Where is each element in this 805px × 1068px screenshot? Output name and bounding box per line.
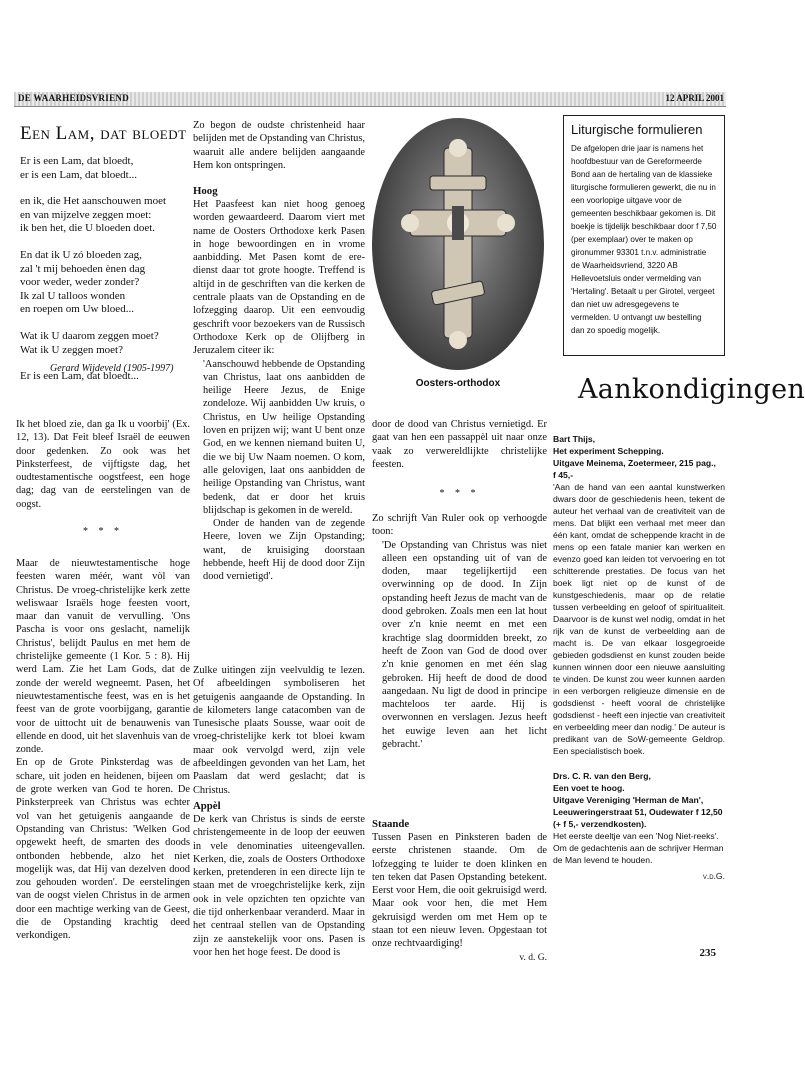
poem-line: Er is een Lam, dat bloedt... [20, 370, 139, 383]
poet-credit: Gerard Wijdeveld (1905-1997) [50, 363, 174, 374]
box-title: Liturgische formulieren [571, 122, 703, 137]
book-publisher: Uitgave Meinema, Zoetermeer, 215 pag., [553, 458, 716, 468]
book-author: Bart Thijs, [553, 434, 596, 444]
subheading-staande: Staande [372, 818, 410, 830]
book-title: Het experiment Schepping. [553, 446, 664, 456]
paragraph: Tussen Pasen en Pinksteren baden de eerste christenen staande. Om de lofzegging te luider te doen klinken en ten teken dat Pasen Opstanding betekent. Eerst voor Hem, die ooit gekruisigd werd. Maar ook voor hen, die met Hem gekruisigd werden om met Hem op te staan tot een nieuw leven. Opgestaan tot onze rechtvaardiging! [372, 832, 547, 950]
paragraph: Het Paasfeest kan niet hoog genoeg worden gewaardeerd. Daarom viert met name de Oosters Orthodoxe kerk Pasen in hoge bewoordingen en in vrome aanbidding. Met Pasen komt de ere-dienst daar tot grote hoogte. Treffend is altijd in de geschriften van die kerken de centrale plaats van de Opstanding en de lofzegging daarop. Uit een eenvoudig geschrift voor bezoekers van de Russisch Orthodoxe Kerk op de Olijfberg in Jeruzalem citeer ik: [193, 199, 365, 357]
column-2-hoog [193, 198, 365, 584]
announcement-signature: v.d.G. [702, 871, 725, 881]
masthead: DE WAARHEIDSVRIEND [18, 93, 130, 103]
quotation: Onder de handen van de zegende Heere, loven we Zijn Opstanding; want, de kruisiging doorstaan hebbende, heeft Hij de dood door Zijn dood vernietigd'. [203, 518, 365, 583]
poem-line: er is een Lam, dat bloedt... [20, 168, 137, 181]
poem-line: Er is een Lam, dat bloedt, [20, 155, 134, 167]
column-3-staande [372, 831, 547, 965]
photo-caption: Oosters-orthodox [415, 378, 501, 389]
poem-line: zal 't mij behoeden ènen dag [20, 262, 146, 275]
column-3-body [372, 512, 547, 751]
poem-line: Wat ik U daarom zeggen moet? [20, 329, 159, 342]
poem-line: Wat ik U zeggen moet? [20, 343, 123, 356]
poem [20, 155, 190, 397]
poem-line: en ik, die Het aanschouwen moet [20, 195, 167, 208]
poem-stanza [20, 195, 190, 236]
subheading-hoog: Hoog [193, 185, 218, 197]
poem-line: voor weder, weder zonder? [20, 276, 140, 289]
poem-line: Ik zal U talloos wonden [20, 289, 126, 302]
quotation: 'Aanschouwd hebbende de Opstanding van Christus, laat ons aanbidden de heilige Heere Jezus, de Enige zondeloze. Wij aanbidden Uw kruis, o Christus, en Uw heilige Opstanding loven en prijzen wij; want U bent onze God, en we kennen niemand buiten U, die we bij Uw Naam noemen. O kom, alle gelovigen, laat ons aanbidden de heilige Opstanding van Christus, want bedenk, dat er door het kruis blijdschap is gekomen in de wereld. [203, 358, 365, 516]
column-2-intro [193, 119, 365, 172]
page-number: 235 [699, 947, 716, 959]
paragraph: Ik het bloed zie, dan ga Ik u voorbij' (Ex. 12, 13). Dat Feit bleef Israël de eeuwen door gedenken. Zo ook was het Pinksterfeest, de vijftigste dag, het oudtestamentische oogstfeest, een hoge dag; dag van de eerstelingen van de oogst. [16, 419, 190, 510]
paragraph: En op de Grote Pinksterdag was de schare, uit joden en heidenen, bijeen om de grote werken van God te horen. De Pinksterpreek van Christus was echter vol van het getuigenis aangaande de Opstanding van Christus: 'Welken God opgewekt heeft, de smarten des doods ontbonden hebbende, alzo het niet mogelijk was, dat Hij van dezelven dood zou gehouden worden'. De eerstelingen van de oogst vielen Christus in de armen door een machtige werking van de Geest, die de Opstanding krachtig deed verkondigen. [16, 757, 190, 942]
issue-date: 12 APRIL 2001 [665, 93, 724, 103]
announcement-item [553, 433, 725, 757]
liturgy-notice-box [563, 115, 725, 356]
book-publisher: Uitgave Vereniging 'Herman de Man', Leeuweringerstraat 51, Oudewater f 12,50 (+ f 5,- verzendkosten). [553, 795, 723, 829]
book-description: 'Aan de hand van een aantal kunstwerken dwars door de geschiedenis heen, tekent de auteur het verhaal van de creativiteit van de mens. Dat blijkt een verhaal met meer dan één kant, omdat de scheppende kracht in de mens op een fatale manier kan werken en evenzo goed kan leiden tot vervoering en tot schitterende prestaties. De focus van het boek ligt niet op de kunst of de kunstgeschiedenis, maar op de relatie tussen verbeelding en geloof of spiritualiteit. Daarvoor is de kunst wel nodig, omdat in het rijk van de kunst de verbeelding aan de macht is. De van elkaar losgegroeide gebieden godsdienst en kunst zouden beide kunnen winnen door een nieuwe aansluiting te vinden. De kunst zou weer kunnen aarden in een verborgen religieuze dimensie en de godsdienst - heeft vooral de christelijke godsdienst - heeft een injectie van creativiteit en verbeelding meer dan nodig.' De auteur is predikant van de SoW-gemeente Geldrop. Een specialistisch boek. [553, 482, 725, 756]
book-price: f 45,- [553, 470, 574, 480]
paragraph: door de dood van Christus vernietigd. Er gaat van hen een passappèl uit naar onze vaak zo verwereldlijkte christelijke feesten. [372, 419, 547, 470]
poem-stanza [20, 330, 190, 357]
poem-line: En dat ik U zó bloeden zag, [20, 248, 142, 261]
quotation: 'De Opstanding van Christus was niet alleen een opstanding uit of van de doden, maar tegelijkertijd een overwinning op de dood. In Zijn opstanding heeft Jezus de macht van de dood gebroken. Zoals men een lat hout over z'n knie neemt en met een krachtige slag doormidden breekt, zo heeft de Zoon van God de dood over z'n knie genomen en met één slag gebroken. Hij heeft de dood de dood aangedaan. Nu ligt de dood in principe machteloos ter aarde. Hij is overwonnen en verslagen. Jezus heeft het euwige leven aan het licht gebracht.' [382, 539, 547, 751]
book-title: Een voet te hoog. [553, 783, 625, 793]
book-description: Het eerste deeltje van een 'Nog Niet-reeks'. Om de gedachtenis aan de schrijver Herman de Man levend te houden. [553, 831, 724, 865]
paragraph: Zulke uitingen zijn veelvuldig te lezen. Of afbeeldingen symboliseren het getuigenis aangaande de Opstanding. In de kilometers lange catacomben van de Tunesische plaats Sousse, waar ooit de vroeg-christelijke kerk tot bloei kwam maar ook vervolgd werd, zijn vele afbeeldingen gevonden van het Lam, het Paaslam dat werd geslacht; dat is Christus. [193, 665, 365, 796]
poem-line: en roepen om Uw bloed... [20, 303, 134, 316]
cross-icon [372, 118, 544, 370]
poem-line: ik ben het, die U bloeden doet. [20, 222, 156, 235]
paragraph: Zo schrijft Van Ruler ook op verhoogde toon: [372, 513, 547, 538]
paragraph: Zo begon de oudste christenheid haar belijden met de Opstanding van Christus, waaruit alle andere belijden aangaande Hem kon ontspringen. [193, 120, 365, 171]
paragraph: De kerk van Christus is sinds de eerste christengemeente in de loop der eeuwen in vele denominaties uiteengevallen. Kerken, die, zoals de Oosters Orthodoxe kerken, pretenderen in een directe lijn te staan met de vroegchristelijke kerk, zijn ook in vele opzichten ten opzichte van die tijd onherkenbaar veranderd. Maar in het centraal stellen van de Opstanding zijn ze aanstekelijk voor ons. Pasen is voor hen het hoge feest. De dood is [193, 814, 365, 958]
column-2-appel [193, 813, 365, 959]
orthodox-cross-photo [372, 118, 544, 370]
column-3-intro [372, 418, 547, 471]
poem-stanza [20, 249, 190, 317]
announcement-item [553, 770, 725, 882]
column-1-body [16, 557, 190, 943]
subheading-appel: Appèl [193, 800, 221, 812]
article-title: Een Lam, dat bloedt [20, 123, 187, 144]
paragraph: Maar de nieuwtestamentische hoge feesten waren méér, want vòl van Christus. De vroeg-christelijke kerk zette weliswaar Israëls hoge feesten voort, maar dan vanuit de vervulling. 'Ons Pascha is voor ons geslacht, namelijk Christus', belijdt Paulus en met hem de christelijke gemeente (1 Kor. 5 : 8). Hij werd Lam. Zie het Lam Gods, dat de zonde der wereld wegneemt. Pasen, het nieuwtestamentische feest, was en is het feest van de grote voorbijgang, garantie voor de uittocht uit de benauwenis van ellende en dood, uit het slavenhuis van de zonde. [16, 558, 190, 756]
poem-stanza [20, 155, 190, 182]
paragraph: De afgelopen drie jaar is namens het hoofdbestuur van de Gereformeerde Bond aan de hertaling van de klassieke liturgische formulieren gewerkt, die nu in een voorlopige uitgave voor de gemeenten beschikbaar gekomen is. Dit boekje is tijdelijk beschikbaar door f 7,50 (per exemplaar) over te maken op gironummer 93301 t.n.v. administratie de Waarheidsvriend, 3220 AB Hellevoetsluis onder vermelding van 'Hertaling'. Betaalt u per Girotel, vergeet dan niet uw adresgegevens te vermelden. U ontvangt uw bestelling dan zo spoedig mogelijk. [571, 144, 717, 335]
column-2-more [193, 664, 365, 797]
box-text [571, 142, 717, 337]
section-separator: * * * [83, 526, 123, 538]
announcements-heading: Aankondigingen [578, 374, 805, 405]
column-1-intro [16, 418, 190, 538]
article-signature: v. d. G. [519, 952, 547, 963]
poem-line: en van mijzelve zeggen moet: [20, 208, 152, 221]
book-author: Drs. C. R. van den Berg, [553, 771, 651, 781]
section-separator: * * * [439, 488, 480, 499]
